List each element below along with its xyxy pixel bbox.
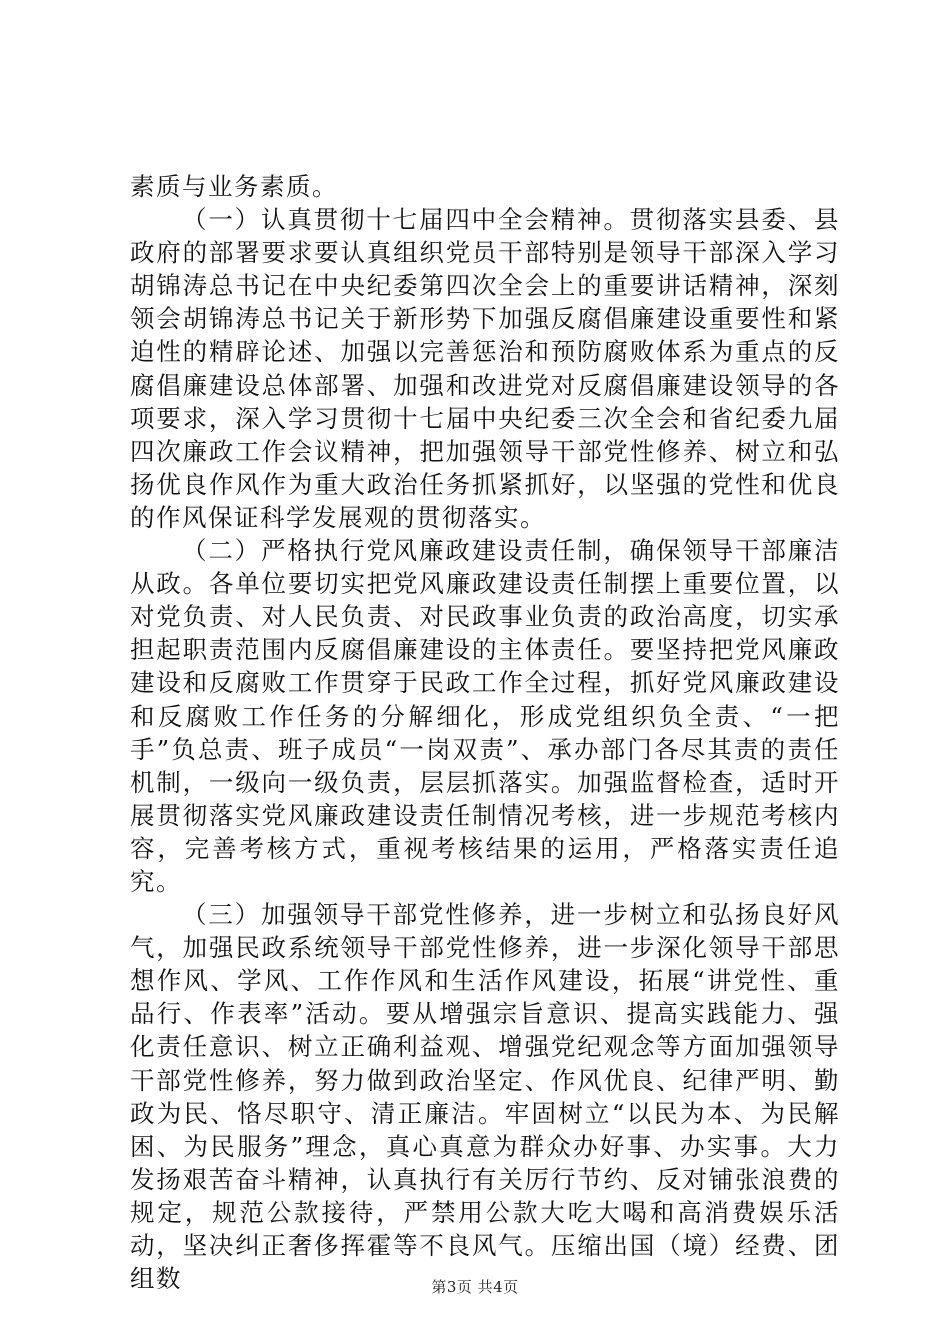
paragraph-section-1: （一）认真贯彻十七届四中全会精神。贯彻落实县委、县政府的部署要求要认真组织党员干部特别是领导干部深入学习胡锦涛总书记在中央纪委第四次全会上的重要讲话精神，深刻领会胡锦涛总书记关于新形势下加强反腐倡廉建设重要性和紧迫性的精辟论述、加强以完善惩治和预防腐败体系为重点的反腐倡廉建设总体部署、加强和改进党对反腐倡廉建设领导的各项要求，深入学习贯彻十七届中央纪委三次全会和省纪委九届四次廉政工作会议精神，把加强领导干部党性修养、树立和弘扬优良作风作为重大政治任务抓紧抓好，以坚强的党性和优良的作风保证科学发展观的贯彻落实。: [130, 205, 840, 532]
paragraph-section-3: （三）加强领导干部党性修养，进一步树立和弘扬良好风气，加强民政系统领导干部党性修养，进一步深化领导干部思想作风、学风、工作作风和生活作风建设，拓展“讲党性、重品行、作表率”活动。要从增强宗旨意识、提高实践能力、强化责任意识、树立正确利益观、增强党纪观念等方面加强领导干部党性修养，努力做到政治坚定、作风优良、纪律严明、勤政为民、恪尽职守、清正廉洁。牢固树立“以民为本、为民解困、为民服务”理念，真心真意为群众办好事、办实事。大力发扬艰苦奋斗精神，认真执行有关厉行节约、反对铺张浪费的规定，规范公款接待，严禁用公款大吃大喝和高消费娱乐活动，坚决纠正奢侈挥霍等不良风气。压缩出国（境）经费、团组数: [130, 900, 840, 1294]
paragraph-continuation: 素质与业务素质。: [130, 172, 338, 201]
page-number-label: 第3页 共4页: [431, 1278, 519, 1296]
page-footer: [0, 1276, 950, 1297]
document-body: [130, 170, 840, 1295]
paragraph-section-2: （二）严格执行党风廉政建设责任制，确保领导干部廉洁从政。各单位要切实把党风廉政建设责任制摆上重要位置，以对党负责、对人民负责、对民政事业负责的政治高度，切实承担起职责范围内反腐倡廉建设的主体责任。要坚持把党风廉政建设和反腐败工作贯穿于民政工作全过程，抓好党风廉政建设和反腐败工作任务的分解细化，形成党组织负全责、“一把手”负总责、班子成员“一岗双责”、承办部门各尽其责的责任机制，一级向一级负责，层层抓落实。加强监督检查，适时开展贯彻落实党风廉政建设责任制情况考核，进一步规范考核内容，完善考核方式，重视考核结果的运用，严格落实责任追究。: [130, 536, 840, 896]
